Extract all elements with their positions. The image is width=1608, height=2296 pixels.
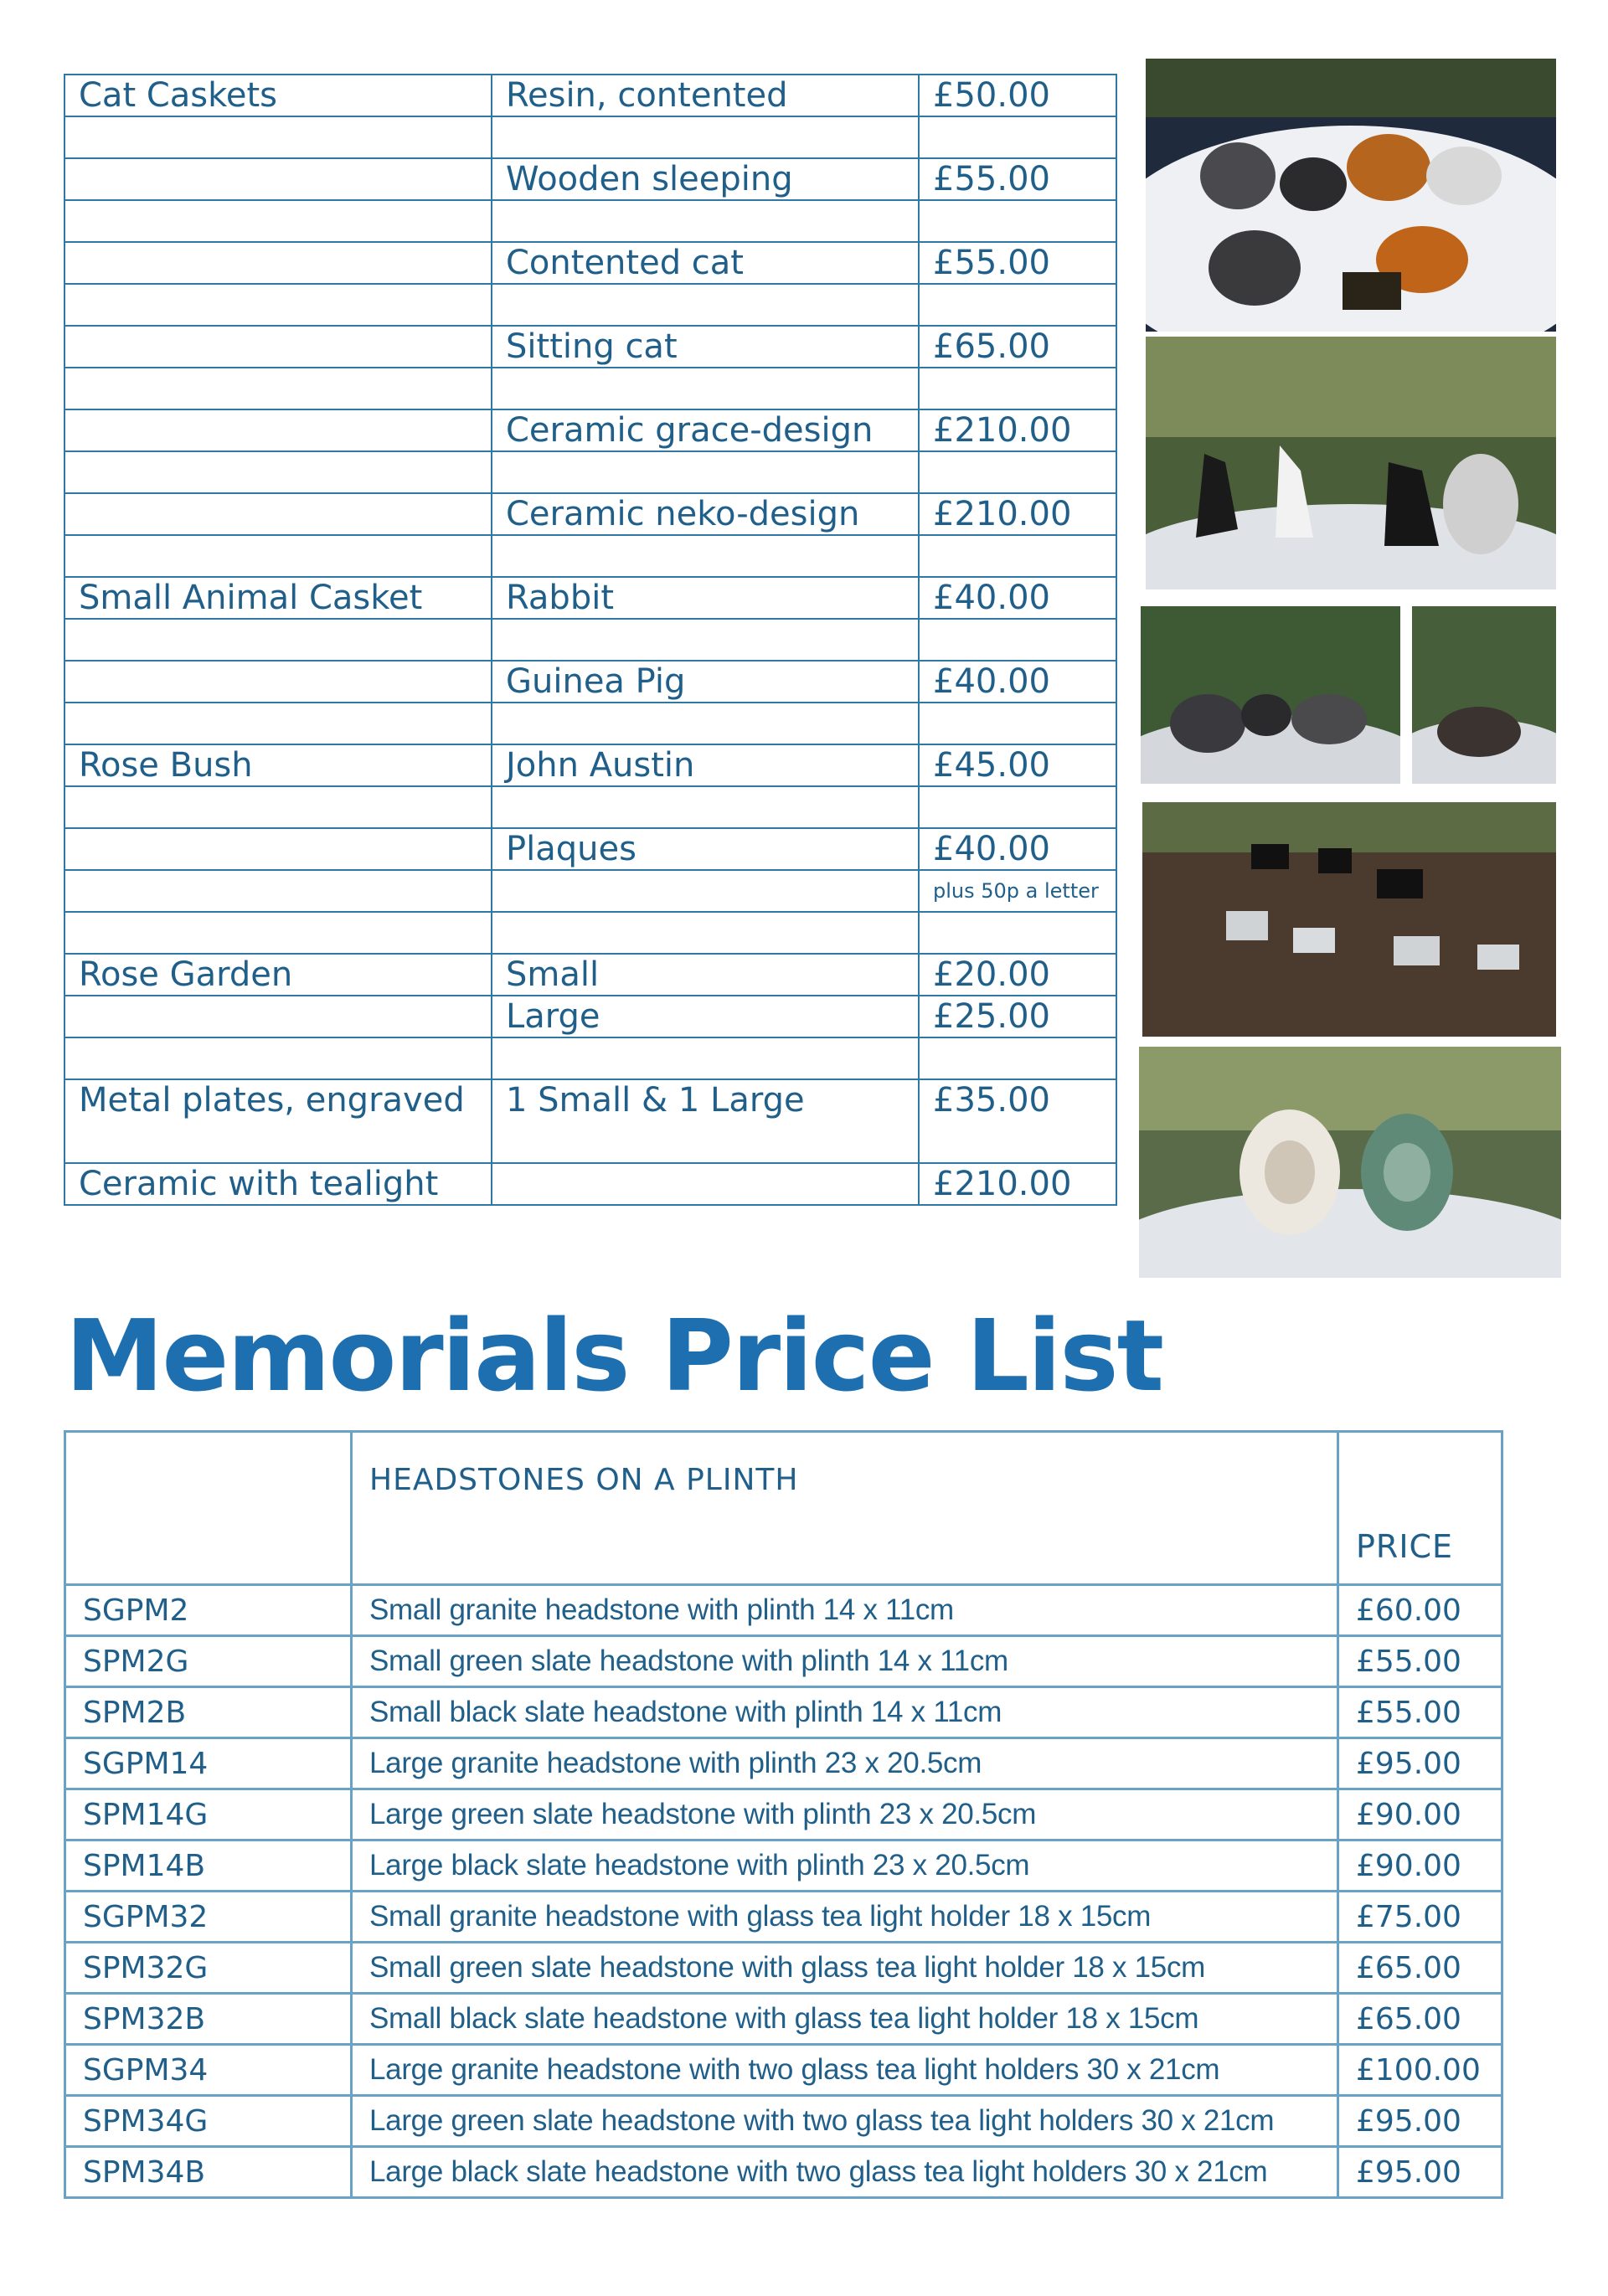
- category-cell: Ceramic with tealight: [64, 1163, 492, 1205]
- price-cell: £210.00: [919, 409, 1116, 451]
- category-cell: Cat Caskets: [64, 75, 492, 116]
- page-title: Memorials Price List: [65, 1298, 1162, 1413]
- small-animal-caskets-photo: [1141, 606, 1400, 784]
- price-cell: [919, 1037, 1116, 1079]
- price-cell: [919, 200, 1116, 242]
- category-cell: Rose Garden: [64, 954, 492, 996]
- price-cell: £65.00: [1338, 1943, 1502, 1994]
- price-cell: £65.00: [919, 326, 1116, 368]
- category-cell: Metal plates, engraved: [64, 1079, 492, 1163]
- table-header-row: [65, 1432, 1502, 1585]
- category-cell: [64, 661, 492, 703]
- item-cell: [492, 786, 919, 828]
- price-cell: £55.00: [919, 158, 1116, 200]
- category-cell: [64, 158, 492, 200]
- price-cell: £60.00: [1338, 1585, 1502, 1636]
- price-cell: [919, 116, 1116, 158]
- item-cell: [492, 535, 919, 577]
- table-row: [64, 912, 1116, 954]
- table-row: [64, 870, 1116, 912]
- price-cell: £210.00: [919, 1163, 1116, 1205]
- item-cell: Sitting cat: [492, 326, 919, 368]
- table-row: [65, 2045, 1502, 2096]
- product-code: SPM2B: [65, 1687, 352, 1738]
- price-cell: £65.00: [1338, 1994, 1502, 2045]
- item-cell: Resin, contented: [492, 75, 919, 116]
- price-cell: £90.00: [1338, 1789, 1502, 1840]
- product-code: SPM2G: [65, 1636, 352, 1687]
- price-cell: £45.00: [919, 744, 1116, 786]
- price-cell: £75.00: [1338, 1892, 1502, 1943]
- table-row: [64, 1079, 1116, 1163]
- price-cell: £95.00: [1338, 2147, 1502, 2198]
- table-row: [64, 493, 1116, 535]
- cat-caskets-photo: [1146, 59, 1556, 332]
- item-cell: [492, 368, 919, 409]
- table-row: [64, 786, 1116, 828]
- category-cell: [64, 284, 492, 326]
- product-code: SPM14B: [65, 1840, 352, 1892]
- category-cell: [64, 1037, 492, 1079]
- item-cell: Wooden sleeping: [492, 158, 919, 200]
- price-cell: [919, 368, 1116, 409]
- table-row: [64, 409, 1116, 451]
- table-row: [65, 2147, 1502, 2198]
- product-description: Large granite headstone with plinth 23 x 20.5cm: [352, 1738, 1338, 1789]
- category-cell: [64, 996, 492, 1037]
- price-cell: £55.00: [1338, 1687, 1502, 1738]
- item-cell: [492, 451, 919, 493]
- price-cell: [919, 535, 1116, 577]
- product-description: Small black slate headstone with glass tea light holder 18 x 15cm: [352, 1994, 1338, 2045]
- category-cell: [64, 703, 492, 744]
- table-row: [65, 1585, 1502, 1636]
- category-cell: [64, 368, 492, 409]
- item-cell: [492, 200, 919, 242]
- price-cell: [919, 703, 1116, 744]
- item-cell: Rabbit: [492, 577, 919, 619]
- product-code: SGPM14: [65, 1738, 352, 1789]
- table-row: [65, 1892, 1502, 1943]
- price-cell: [919, 786, 1116, 828]
- category-cell: Rose Bush: [64, 744, 492, 786]
- item-cell: Ceramic neko-design: [492, 493, 919, 535]
- product-description: Large granite headstone with two glass tea light holders 30 x 21cm: [352, 2045, 1338, 2096]
- product-code: SGPM34: [65, 2045, 352, 2096]
- memorials-price-table: [64, 1430, 1503, 2199]
- price-cell: [919, 619, 1116, 661]
- price-cell: £20.00: [919, 954, 1116, 996]
- price-cell: £50.00: [919, 75, 1116, 116]
- product-code: SPM32B: [65, 1994, 352, 2045]
- product-code: SGPM32: [65, 1892, 352, 1943]
- table-row: [64, 619, 1116, 661]
- table-row: [64, 284, 1116, 326]
- rose-plaques-photo: [1142, 802, 1556, 1037]
- table-row: [65, 1943, 1502, 1994]
- product-code: SPM34G: [65, 2096, 352, 2147]
- table-row: [64, 1163, 1116, 1205]
- table-row: [65, 1840, 1502, 1892]
- table-row: [64, 451, 1116, 493]
- category-cell: [64, 870, 492, 912]
- item-cell: [492, 870, 919, 912]
- table-row: [64, 75, 1116, 116]
- category-cell: [64, 535, 492, 577]
- item-cell: [492, 116, 919, 158]
- price-cell: £95.00: [1338, 2096, 1502, 2147]
- item-cell: [492, 912, 919, 954]
- product-description: Small granite headstone with plinth 14 x 11cm: [352, 1585, 1338, 1636]
- category-cell: [64, 619, 492, 661]
- table-row: [64, 116, 1116, 158]
- table-row: [65, 1789, 1502, 1840]
- header-description: HEADSTONES ON A PLINTH: [352, 1432, 1338, 1585]
- category-cell: [64, 409, 492, 451]
- header-code: [65, 1432, 352, 1585]
- item-cell: Plaques: [492, 828, 919, 870]
- item-cell: Small: [492, 954, 919, 996]
- category-cell: [64, 116, 492, 158]
- product-description: Large black slate headstone with plinth 23 x 20.5cm: [352, 1840, 1338, 1892]
- price-cell: £40.00: [919, 661, 1116, 703]
- ceramic-cats-photo: [1146, 337, 1556, 589]
- item-cell: [492, 619, 919, 661]
- product-code: SPM34B: [65, 2147, 352, 2198]
- price-cell: plus 50p a letter: [919, 870, 1116, 912]
- category-cell: [64, 326, 492, 368]
- item-cell: Guinea Pig: [492, 661, 919, 703]
- item-cell: Ceramic grace-design: [492, 409, 919, 451]
- table-row: [64, 200, 1116, 242]
- item-cell: [492, 703, 919, 744]
- product-description: Small green slate headstone with plinth 14 x 11cm: [352, 1636, 1338, 1687]
- category-cell: Small Animal Casket: [64, 577, 492, 619]
- guinea-pig-casket-photo: [1412, 606, 1556, 784]
- table-row: [64, 661, 1116, 703]
- price-cell: £40.00: [919, 828, 1116, 870]
- table-row: [64, 954, 1116, 996]
- price-cell: [919, 912, 1116, 954]
- product-description: Small granite headstone with glass tea light holder 18 x 15cm: [352, 1892, 1338, 1943]
- product-code: SPM32G: [65, 1943, 352, 1994]
- table-row: [65, 2096, 1502, 2147]
- product-description: Large green slate headstone with plinth 23 x 20.5cm: [352, 1789, 1338, 1840]
- price-cell: £55.00: [919, 242, 1116, 284]
- price-cell: £55.00: [1338, 1636, 1502, 1687]
- price-cell: £90.00: [1338, 1840, 1502, 1892]
- table-row: [64, 535, 1116, 577]
- product-code: SPM14G: [65, 1789, 352, 1840]
- table-row: [64, 326, 1116, 368]
- table-row: [65, 1994, 1502, 2045]
- price-cell: [919, 451, 1116, 493]
- table-row: [64, 828, 1116, 870]
- table-row: [64, 744, 1116, 786]
- price-cell: £35.00: [919, 1079, 1116, 1163]
- product-code: SGPM2: [65, 1585, 352, 1636]
- table-row: [64, 703, 1116, 744]
- table-row: [64, 158, 1116, 200]
- category-cell: [64, 828, 492, 870]
- category-cell: [64, 493, 492, 535]
- product-description: Large black slate headstone with two glass tea light holders 30 x 21cm: [352, 2147, 1338, 2198]
- price-cell: £25.00: [919, 996, 1116, 1037]
- table-row: [65, 1687, 1502, 1738]
- item-cell: John Austin: [492, 744, 919, 786]
- product-description: Large green slate headstone with two glass tea light holders 30 x 21cm: [352, 2096, 1338, 2147]
- price-cell: £100.00: [1338, 2045, 1502, 2096]
- header-price: PRICE: [1338, 1432, 1502, 1585]
- price-cell: £210.00: [919, 493, 1116, 535]
- table-row: [64, 1037, 1116, 1079]
- item-cell: [492, 1037, 919, 1079]
- category-cell: [64, 912, 492, 954]
- table-row: [64, 242, 1116, 284]
- product-description: Small green slate headstone with glass tea light holder 18 x 15cm: [352, 1943, 1338, 1994]
- category-cell: [64, 451, 492, 493]
- category-cell: [64, 242, 492, 284]
- table-row: [65, 1738, 1502, 1789]
- caskets-price-table: [64, 74, 1117, 1206]
- item-cell: Contented cat: [492, 242, 919, 284]
- table-row: [64, 996, 1116, 1037]
- ceramic-tealight-photo: [1139, 1047, 1561, 1278]
- price-cell: [919, 284, 1116, 326]
- item-cell: [492, 284, 919, 326]
- product-description: Small black slate headstone with plinth 14 x 11cm: [352, 1687, 1338, 1738]
- item-cell: [492, 1163, 919, 1205]
- table-row: [65, 1636, 1502, 1687]
- category-cell: [64, 200, 492, 242]
- price-cell: £40.00: [919, 577, 1116, 619]
- table-row: [64, 368, 1116, 409]
- category-cell: [64, 786, 492, 828]
- table-row: [64, 577, 1116, 619]
- item-cell: Large: [492, 996, 919, 1037]
- price-cell: £95.00: [1338, 1738, 1502, 1789]
- item-cell: 1 Small & 1 Large: [492, 1079, 919, 1163]
